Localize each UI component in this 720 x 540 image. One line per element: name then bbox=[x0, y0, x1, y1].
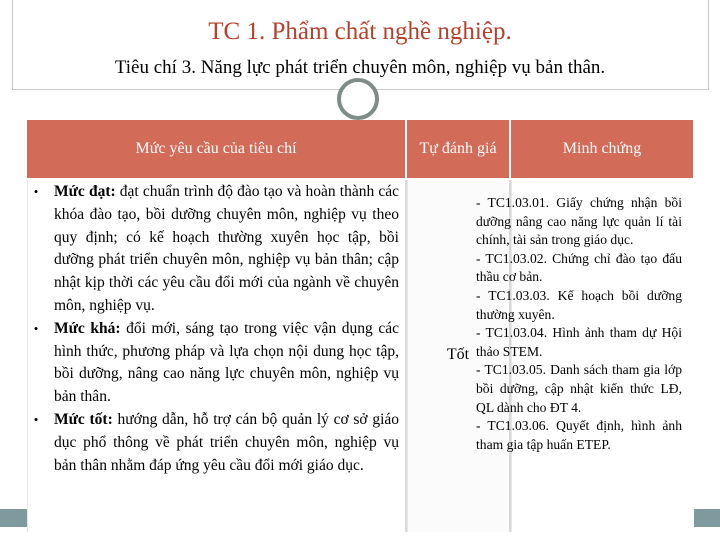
self-assessment-rating: Tốt bbox=[446, 346, 470, 363]
evidence-item: - TC1.03.05. Danh sách tham gia lớp bồi dưỡng, cập nhật kiến thức LĐ, QL dành cho ĐT 4. bbox=[476, 362, 682, 415]
header-evidence: Minh chứng bbox=[511, 120, 693, 178]
evidence-list bbox=[476, 194, 682, 454]
slide-title: TC 1. Phẩm chất nghề nghiệp. bbox=[208, 18, 512, 45]
criteria-level-label: Mức tốt: bbox=[54, 410, 113, 428]
evidence-item: - TC1.03.06. Quyết định, hình ảnh tham gia tập huấn ETEP. bbox=[476, 418, 682, 452]
left-decor-strip bbox=[0, 509, 27, 527]
evidence-item: - TC1.03.04. Hình ảnh tham dự Hội thảo STEM. bbox=[476, 325, 682, 359]
evidence-item: - TC1.03.03. Kế hoạch bồi dưỡng thường xuyên. bbox=[476, 287, 682, 322]
header-requirements: Mức yêu cầu của tiêu chí bbox=[27, 120, 405, 178]
criteria-level-label: Mức khá: bbox=[54, 319, 121, 337]
bullet-icon: • bbox=[33, 184, 39, 199]
bullet-icon: • bbox=[33, 320, 39, 336]
divider-ring-icon bbox=[337, 78, 379, 120]
criteria-list bbox=[27, 181, 399, 477]
slide-subtitle: Tiêu chí 3. Năng lực phát triển chuyên môn, nghiệp vụ bản thân. bbox=[114, 57, 606, 78]
criteria-item bbox=[27, 318, 399, 409]
criteria-item bbox=[27, 181, 399, 318]
evidence-item: - TC1.03.01. Giấy chứng nhận bồi dưỡng nâng cao năng lực quản lí tài chính, tài sản trong giáo dục. bbox=[476, 195, 682, 248]
criteria-text: đổi mới, sáng tạo trong việc vận dụng các hình thức, phương pháp và lựa chọn nội dung học tập, bồi dưỡng, nâng cao năng lực chuyên môn, nghiệp vụ bản thân. bbox=[54, 319, 400, 406]
criteria-item bbox=[27, 409, 399, 477]
criteria-text: đạt chuẩn trình độ đào tạo và hoàn thành các khóa đào tạo, bồi dưỡng chuyên môn, nghiệp vụ theo quy định; có kế hoạch thường xuyên học tập, bồi dưỡng phát triển chuyên môn, nghiệp vụ bản thân; cập nhật kịp thời các yêu cầu đổi mới của ngành về chuyên môn, nghiệp vụ. bbox=[54, 183, 399, 314]
criteria-level-label: Mức đạt: bbox=[54, 183, 116, 200]
header-self-assessment: Tự đánh giá bbox=[407, 120, 509, 178]
bullet-icon: • bbox=[33, 411, 39, 427]
right-decor-strip bbox=[693, 509, 720, 527]
evidence-item: - TC1.03.02. Chứng chỉ đào tạo đấu thầu cơ bản. bbox=[476, 250, 682, 285]
criteria-text: hướng dẫn, hỗ trợ cán bộ quản lý cơ sở giáo dục phổ thông về phát triển chuyên môn, nghiệp vụ bản thân nhằm đáp ứng yêu cầu đổi mới giáo dục. bbox=[54, 410, 400, 474]
